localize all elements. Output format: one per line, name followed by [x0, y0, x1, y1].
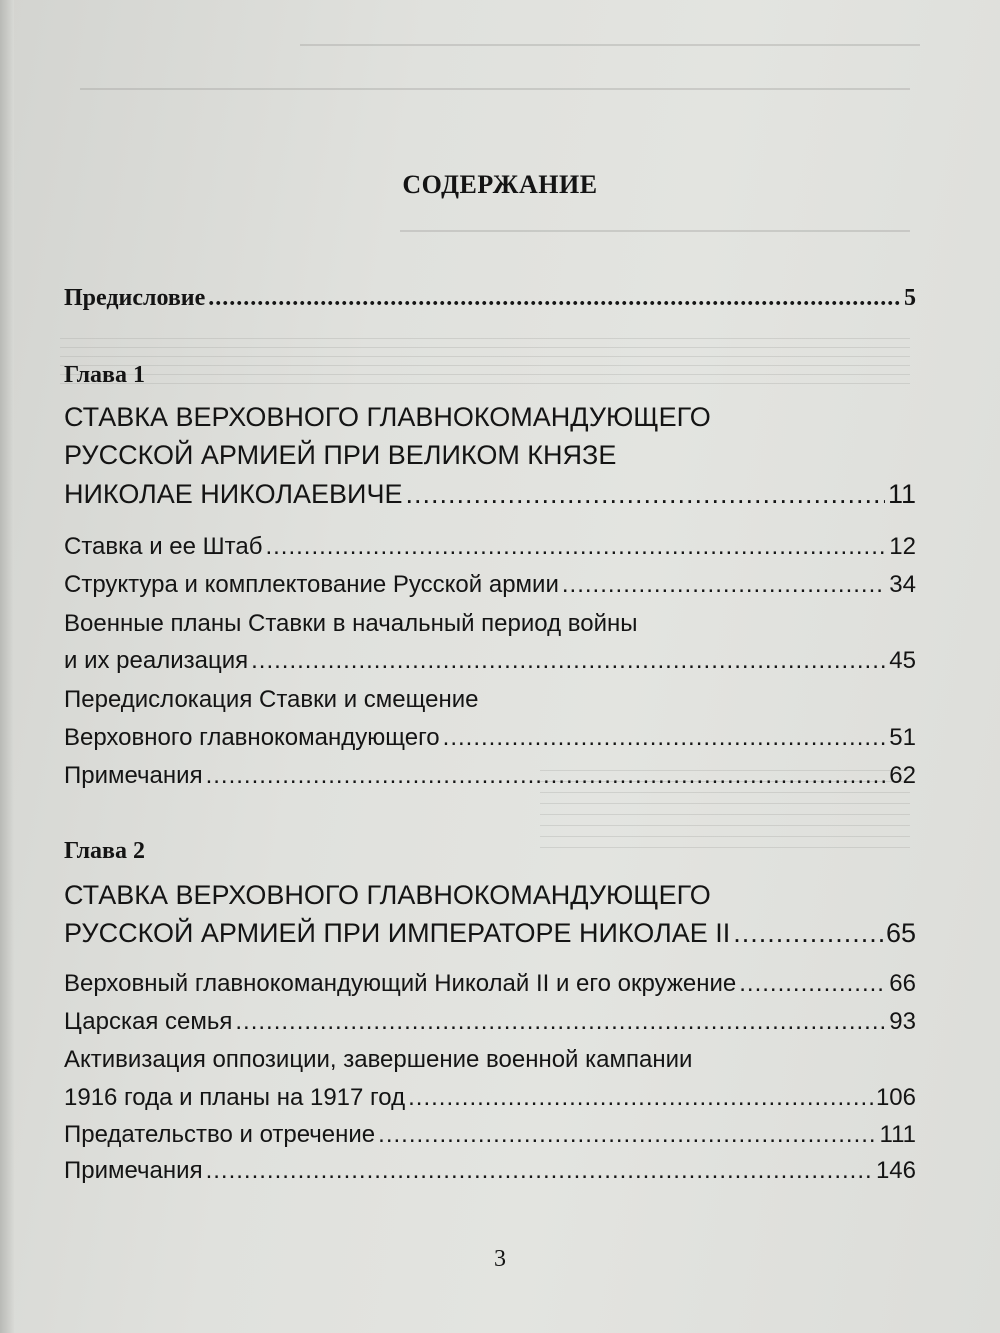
toc-entry[interactable] [64, 970, 916, 998]
dot-leader [562, 571, 886, 599]
dot-leader [405, 479, 885, 510]
dot-leader [443, 724, 887, 752]
toc-entry[interactable] [64, 1008, 916, 1036]
toc-entry-label: Структура и комплектование Русской армии [64, 571, 559, 598]
toc-entry-page: 45 [889, 647, 916, 674]
dot-leader [251, 647, 886, 675]
toc-entry-page: 93 [889, 1008, 916, 1035]
chapter-title-line: РУССКОЙ АРМИЕЙ ПРИ ВЕЛИКОМ КНЯЗЕ [64, 440, 617, 470]
toc-entry[interactable] [64, 1084, 916, 1112]
toc-entry-label: Ставка и ее Штаб [64, 533, 263, 560]
toc-entry[interactable] [64, 571, 916, 599]
chapter-title-line: СТАВКА ВЕРХОВНОГО ГЛАВНОКОМАНДУЮЩЕГО [64, 402, 711, 432]
toc-entry-label[interactable]: Военные планы Ставки в начальный период войны [64, 610, 638, 637]
toc-entry-page: 106 [875, 1084, 916, 1111]
toc-entry-page: 34 [889, 571, 916, 598]
toc-entry[interactable] [64, 647, 916, 675]
chapter-title-line: РУССКОЙ АРМИЕЙ ПРИ ИМПЕРАТОРЕ НИКОЛАЕ II [64, 918, 731, 948]
toc-entry-page: 111 [879, 1121, 916, 1148]
page-number: 3 [494, 1246, 506, 1272]
toc-entry[interactable] [64, 533, 916, 561]
toc-entry-page: 5 [904, 285, 916, 311]
toc-entry-label: Примечания [64, 1157, 203, 1184]
toc-entry[interactable] [64, 724, 916, 752]
chapter-title-line: НИКОЛАЕ НИКОЛАЕВИЧЕ [64, 479, 403, 509]
show-through-shadow [400, 230, 910, 232]
show-through-shadow [300, 18, 920, 46]
chapter-heading: Глава 2 [64, 838, 145, 864]
contents-title: СОДЕРЖАНИЕ [402, 170, 598, 199]
toc-entry[interactable] [64, 762, 916, 790]
toc-entry-label: Верховного главнокомандующего [64, 724, 440, 751]
chapter-heading: Глава 1 [64, 362, 145, 388]
toc-entry-page: 146 [875, 1157, 916, 1184]
toc-entry-label[interactable]: Активизация оппозиции, завершение военной кампании [64, 1046, 693, 1073]
toc-entry-page: 11 [887, 479, 916, 509]
toc-entry[interactable] [64, 1157, 916, 1185]
toc-entry-preface[interactable] [64, 285, 916, 312]
toc-entry-chapter1-title[interactable] [64, 479, 916, 510]
dot-leader [208, 285, 901, 312]
toc-entry-page: 12 [889, 533, 916, 560]
dot-leader [408, 1084, 873, 1112]
toc-entry-page: 51 [889, 724, 916, 751]
toc-entry-page: 66 [889, 970, 916, 997]
show-through-shadow [80, 88, 910, 90]
show-through-shadow [60, 330, 910, 390]
toc-entry-chapter2-title[interactable] [64, 918, 916, 949]
dot-leader [206, 762, 887, 790]
dot-leader [378, 1121, 876, 1149]
toc-entry-label: Верховный главнокомандующий Николай II и его окружение [64, 970, 737, 997]
toc-entry-label: Предательство и отречение [64, 1121, 376, 1148]
dot-leader [265, 533, 886, 561]
toc-entry-label[interactable]: Передислокация Ставки и смещение [64, 686, 479, 713]
toc-entry-page: 65 [885, 918, 916, 948]
chapter-title-line: СТАВКА ВЕРХОВНОГО ГЛАВНОКОМАНДУЮЩЕГО [64, 880, 711, 910]
toc-entry-label: 1916 года и планы на 1917 год [64, 1084, 406, 1111]
dot-leader [733, 918, 883, 949]
dot-leader [739, 970, 886, 998]
toc-entry-label: Предисловие [64, 285, 206, 311]
dot-leader [235, 1008, 886, 1036]
toc-entry[interactable] [64, 1121, 916, 1149]
toc-entry-label: и их реализация [64, 647, 249, 674]
dot-leader [206, 1157, 873, 1185]
toc-entry-label: Царская семья [64, 1008, 233, 1035]
toc-entry-page: 62 [889, 762, 916, 789]
toc-entry-label: Примечания [64, 762, 203, 789]
